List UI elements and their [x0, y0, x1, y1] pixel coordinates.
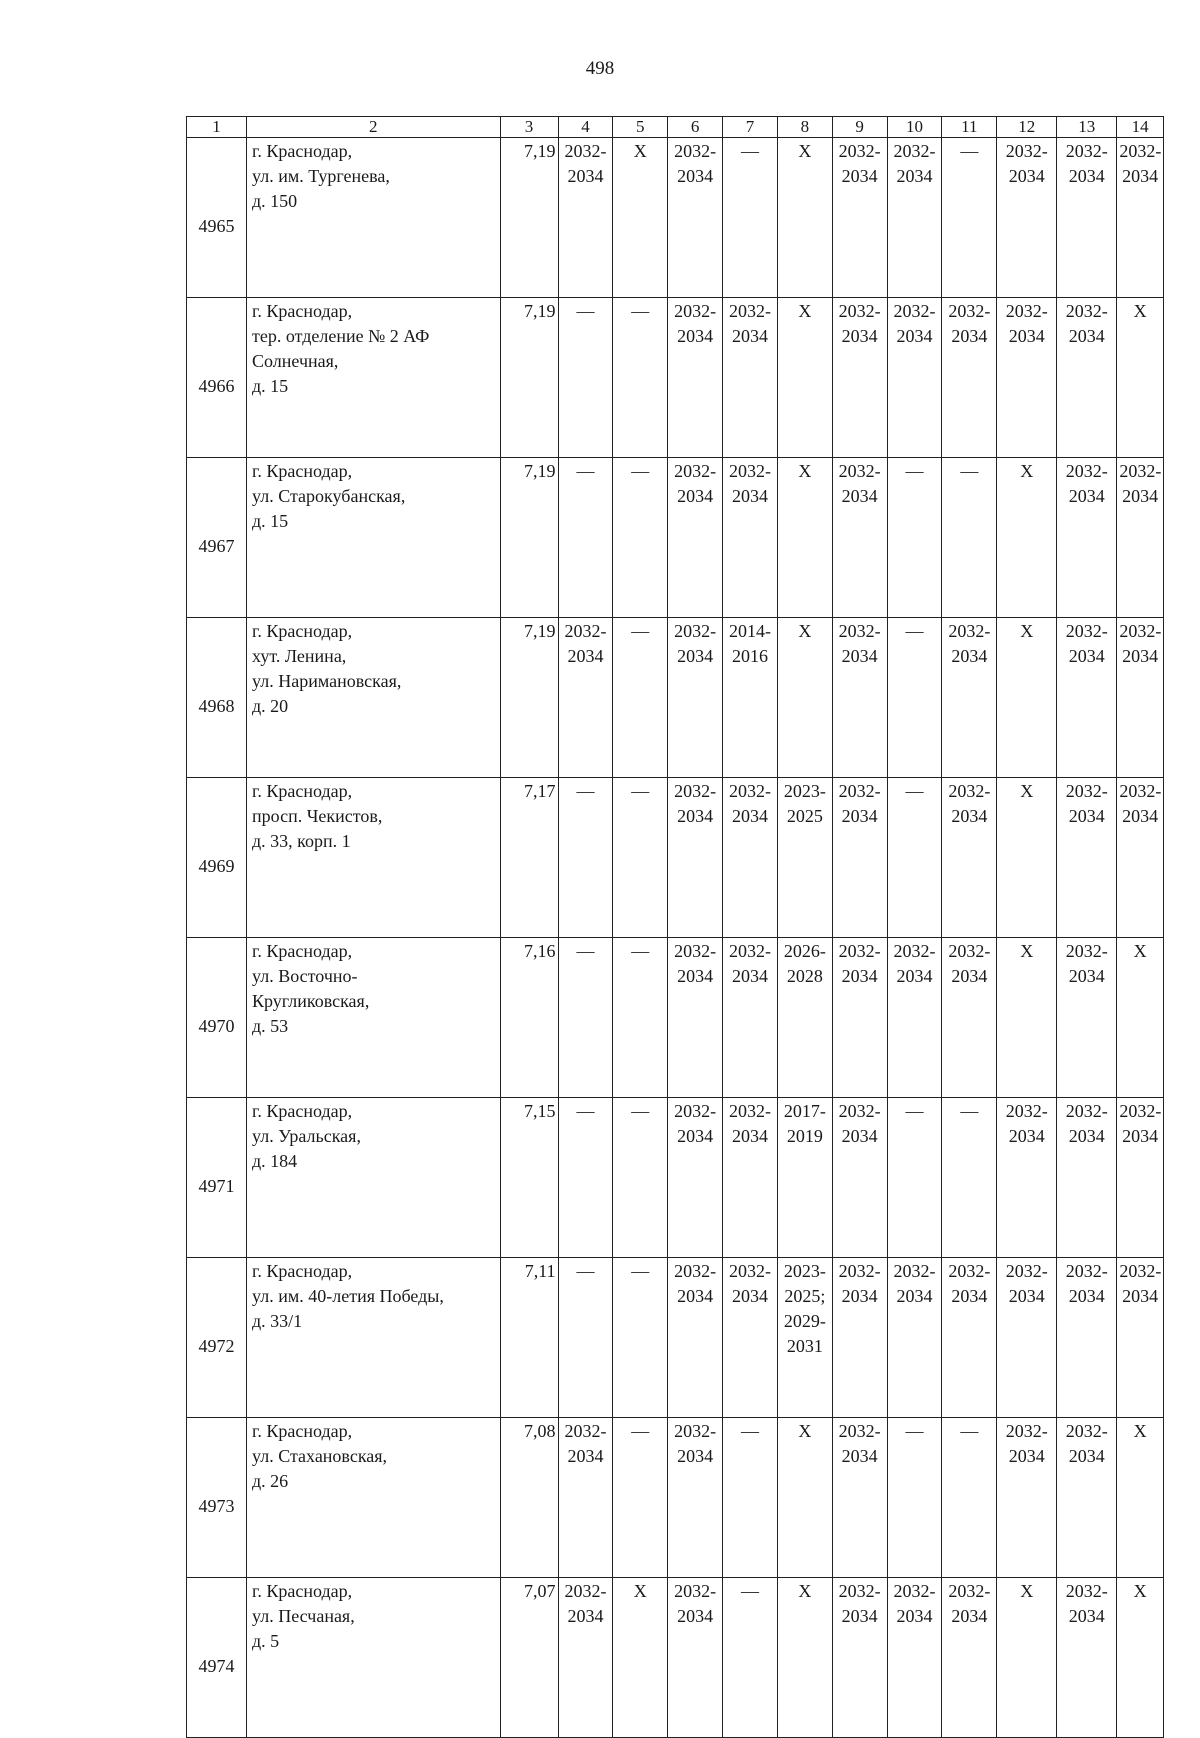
period-cell: — [613, 938, 668, 1098]
row-number: 4965 [187, 138, 247, 298]
value-cell: 7,17 [500, 778, 558, 938]
period-cell: X [997, 1578, 1057, 1738]
column-header: 2 [247, 117, 501, 138]
period-cell: 2032- 2034 [832, 1258, 887, 1418]
period-cell: 2032- 2034 [668, 138, 723, 298]
address-cell: г. Краснодар, просп. Чекистов, д. 33, корп. 1 [247, 778, 501, 938]
period-cell: 2032- 2034 [558, 138, 613, 298]
period-cell: 2032- 2034 [1117, 1098, 1164, 1258]
period-cell: 2032- 2034 [723, 778, 778, 938]
period-cell: 2032- 2034 [558, 1418, 613, 1578]
value-cell: 7,15 [500, 1098, 558, 1258]
period-cell: 2032- 2034 [668, 1258, 723, 1418]
value-cell: 7,19 [500, 618, 558, 778]
period-cell: 2032- 2034 [723, 938, 778, 1098]
period-cell: 2032- 2034 [1057, 778, 1117, 938]
period-cell: — [887, 458, 942, 618]
period-cell: — [613, 778, 668, 938]
table-row [187, 1258, 1164, 1418]
period-cell: 2017- 2019 [777, 1098, 832, 1258]
period-cell: X [997, 938, 1057, 1098]
period-cell: 2032- 2034 [668, 1578, 723, 1738]
column-header: 3 [500, 117, 558, 138]
column-header: 1 [187, 117, 247, 138]
period-cell: — [613, 1418, 668, 1578]
address-cell: г. Краснодар, ул. Стахановская, д. 26 [247, 1418, 501, 1578]
period-cell: 2032- 2034 [1057, 1578, 1117, 1738]
period-cell: 2032- 2034 [832, 298, 887, 458]
period-cell: X [613, 1578, 668, 1738]
period-cell: 2032- 2034 [997, 1098, 1057, 1258]
period-cell: 2032- 2034 [887, 1258, 942, 1418]
column-header: 10 [887, 117, 942, 138]
period-cell: 2032- 2034 [942, 618, 997, 778]
period-cell: — [613, 458, 668, 618]
period-cell: — [613, 1258, 668, 1418]
period-cell: 2032- 2034 [832, 458, 887, 618]
address-cell: г. Краснодар, хут. Ленина, ул. Наримановская, д. 20 [247, 618, 501, 778]
period-cell: X [777, 1418, 832, 1578]
period-cell: X [777, 458, 832, 618]
period-cell: — [558, 458, 613, 618]
period-cell: 2032- 2034 [942, 1578, 997, 1738]
table-row [187, 138, 1164, 298]
value-cell: 7,19 [500, 298, 558, 458]
period-cell: — [558, 778, 613, 938]
period-cell: — [887, 618, 942, 778]
period-cell: 2032- 2034 [1057, 458, 1117, 618]
period-cell: 2023- 2025 [777, 778, 832, 938]
period-cell: 2026- 2028 [777, 938, 832, 1098]
address-cell: г. Краснодар, ул. Уральская, д. 184 [247, 1098, 501, 1258]
period-cell: — [613, 1098, 668, 1258]
table-row [187, 458, 1164, 618]
period-cell: — [558, 1098, 613, 1258]
row-number: 4973 [187, 1418, 247, 1578]
period-cell: — [723, 1418, 778, 1578]
row-number: 4969 [187, 778, 247, 938]
register-table [186, 116, 1164, 1738]
period-cell: 2032- 2034 [1117, 778, 1164, 938]
period-cell: X [777, 618, 832, 778]
period-cell: 2014- 2016 [723, 618, 778, 778]
period-cell: — [558, 298, 613, 458]
value-cell: 7,16 [500, 938, 558, 1098]
period-cell: 2032- 2034 [723, 1258, 778, 1418]
table-row [187, 778, 1164, 938]
period-cell: X [1117, 938, 1164, 1098]
period-cell: X [1117, 1578, 1164, 1738]
period-cell: 2032- 2034 [887, 938, 942, 1098]
period-cell: 2032- 2034 [558, 618, 613, 778]
period-cell: 2032- 2034 [1057, 618, 1117, 778]
period-cell: 2032- 2034 [668, 298, 723, 458]
period-cell: 2032- 2034 [1117, 138, 1164, 298]
period-cell: 2032- 2034 [832, 778, 887, 938]
period-cell: X [777, 1578, 832, 1738]
period-cell: 2032- 2034 [668, 1098, 723, 1258]
period-cell: 2032- 2034 [997, 138, 1057, 298]
column-header: 9 [832, 117, 887, 138]
period-cell: — [942, 138, 997, 298]
period-cell: — [613, 298, 668, 458]
table-row [187, 938, 1164, 1098]
value-cell: 7,11 [500, 1258, 558, 1418]
period-cell: 2023- 2025; 2029- 2031 [777, 1258, 832, 1418]
period-cell: X [1117, 298, 1164, 458]
period-cell: X [997, 618, 1057, 778]
period-cell: 2032- 2034 [832, 1098, 887, 1258]
period-cell: 2032- 2034 [1057, 1258, 1117, 1418]
period-cell: — [887, 778, 942, 938]
period-cell: 2032- 2034 [1057, 298, 1117, 458]
column-header: 5 [613, 117, 668, 138]
period-cell: — [942, 1418, 997, 1578]
row-number: 4966 [187, 298, 247, 458]
period-cell: 2032- 2034 [723, 298, 778, 458]
period-cell: 2032- 2034 [1057, 1418, 1117, 1578]
period-cell: — [558, 1258, 613, 1418]
period-cell: 2032- 2034 [668, 778, 723, 938]
row-number: 4974 [187, 1578, 247, 1738]
period-cell: 2032- 2034 [832, 1578, 887, 1738]
column-header: 4 [558, 117, 613, 138]
period-cell: 2032- 2034 [668, 938, 723, 1098]
table-row [187, 298, 1164, 458]
column-header: 6 [668, 117, 723, 138]
column-header: 7 [723, 117, 778, 138]
row-number: 4970 [187, 938, 247, 1098]
period-cell: 2032- 2034 [1117, 458, 1164, 618]
address-cell: г. Краснодар, ул. Восточно- Кругликовская, д. 53 [247, 938, 501, 1098]
period-cell: — [887, 1418, 942, 1578]
period-cell: 2032- 2034 [1057, 938, 1117, 1098]
address-cell: г. Краснодар, тер. отделение № 2 АФ Солнечная, д. 15 [247, 298, 501, 458]
column-header: 12 [997, 117, 1057, 138]
table-row [187, 618, 1164, 778]
period-cell: 2032- 2034 [997, 1258, 1057, 1418]
period-cell: — [942, 1098, 997, 1258]
period-cell: 2032- 2034 [832, 938, 887, 1098]
period-cell: 2032- 2034 [887, 138, 942, 298]
column-header: 14 [1117, 117, 1164, 138]
period-cell: X [777, 138, 832, 298]
period-cell: 2032- 2034 [942, 778, 997, 938]
table-header-row [187, 117, 1164, 138]
table-row [187, 1418, 1164, 1578]
period-cell: — [723, 138, 778, 298]
row-number: 4967 [187, 458, 247, 618]
period-cell: 2032- 2034 [997, 298, 1057, 458]
value-cell: 7,19 [500, 458, 558, 618]
value-cell: 7,08 [500, 1418, 558, 1578]
period-cell: 2032- 2034 [997, 1418, 1057, 1578]
period-cell: 2032- 2034 [887, 298, 942, 458]
period-cell: 2032- 2034 [1117, 618, 1164, 778]
period-cell: 2032- 2034 [1057, 1098, 1117, 1258]
period-cell: 2032- 2034 [942, 938, 997, 1098]
value-cell: 7,19 [500, 138, 558, 298]
period-cell: 2032- 2034 [1117, 1258, 1164, 1418]
period-cell: X [997, 458, 1057, 618]
period-cell: 2032- 2034 [668, 458, 723, 618]
period-cell: 2032- 2034 [668, 1418, 723, 1578]
period-cell: X [997, 778, 1057, 938]
table-row [187, 1578, 1164, 1738]
period-cell: X [613, 138, 668, 298]
period-cell: 2032- 2034 [668, 618, 723, 778]
table-row [187, 1098, 1164, 1258]
value-cell: 7,07 [500, 1578, 558, 1738]
column-header: 8 [777, 117, 832, 138]
address-cell: г. Краснодар, ул. Старокубанская, д. 15 [247, 458, 501, 618]
column-header: 11 [942, 117, 997, 138]
page-number: 498 [585, 58, 615, 79]
period-cell: — [558, 938, 613, 1098]
column-header: 13 [1057, 117, 1117, 138]
period-cell: 2032- 2034 [723, 458, 778, 618]
period-cell: 2032- 2034 [942, 298, 997, 458]
row-number: 4968 [187, 618, 247, 778]
address-cell: г. Краснодар, ул. им. 40-летия Победы, д. 33/1 [247, 1258, 501, 1418]
period-cell: 2032- 2034 [723, 1098, 778, 1258]
period-cell: 2032- 2034 [832, 1418, 887, 1578]
period-cell: 2032- 2034 [832, 618, 887, 778]
period-cell: X [777, 298, 832, 458]
period-cell: 2032- 2034 [887, 1578, 942, 1738]
period-cell: — [887, 1098, 942, 1258]
period-cell: 2032- 2034 [832, 138, 887, 298]
address-cell: г. Краснодар, ул. им. Тургенева, д. 150 [247, 138, 501, 298]
period-cell: — [942, 458, 997, 618]
row-number: 4972 [187, 1258, 247, 1418]
address-cell: г. Краснодар, ул. Песчаная, д. 5 [247, 1578, 501, 1738]
period-cell: — [613, 618, 668, 778]
row-number: 4971 [187, 1098, 247, 1258]
period-cell: 2032- 2034 [1057, 138, 1117, 298]
period-cell: X [1117, 1418, 1164, 1578]
period-cell: 2032- 2034 [558, 1578, 613, 1738]
period-cell: — [723, 1578, 778, 1738]
period-cell: 2032- 2034 [942, 1258, 997, 1418]
